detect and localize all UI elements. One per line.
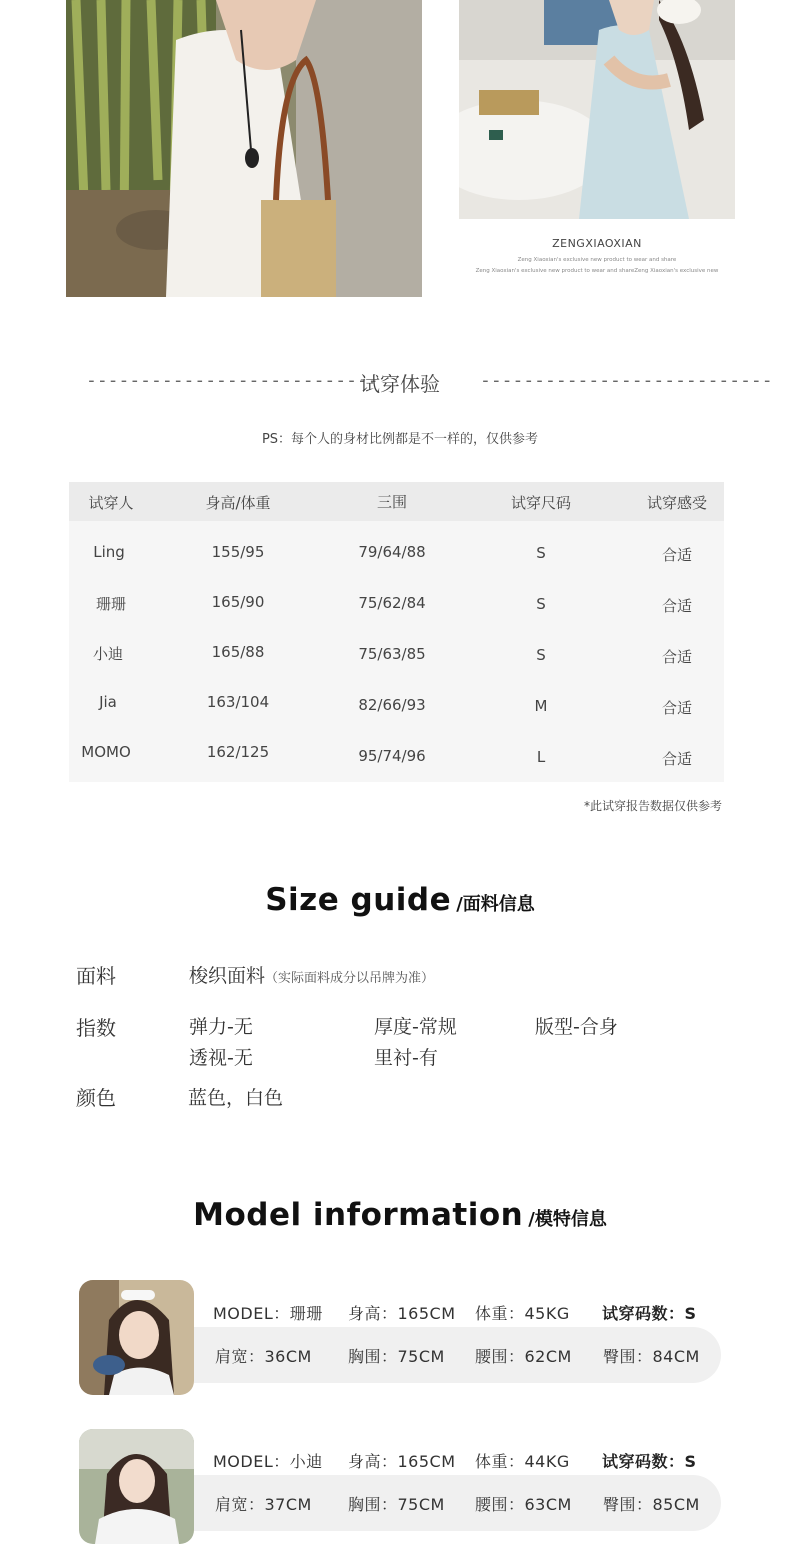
- table-cell: 163/104: [206, 693, 270, 711]
- table-cell: 95/74/96: [358, 747, 426, 765]
- model-1-bust: 胸围：75CM: [348, 1347, 445, 1366]
- model-2-height: 身高：165CM: [348, 1452, 456, 1471]
- trial-ps-note: PS：每个人的身材比例都是不一样的，仅供参考: [261, 432, 539, 447]
- header-size: 试穿尺码: [510, 494, 571, 512]
- index-label: 指数: [76, 1016, 116, 1040]
- size-guide-subtitle: /面料信息: [456, 894, 535, 915]
- divider-right: ---------------------------: [480, 370, 773, 391]
- model-1-size-wrap: [602, 1301, 697, 1324]
- model-2-size-wrap: [602, 1449, 697, 1472]
- table-cell: 合适: [661, 699, 692, 717]
- model-2-weight: 体重：44KG: [475, 1452, 570, 1471]
- fabric-label: 面料: [76, 964, 116, 988]
- model-1-hip: 臀围：84CM: [603, 1347, 700, 1366]
- header-feeling: 试穿感受: [646, 494, 707, 512]
- header-height-weight: 身高/体重: [205, 494, 271, 512]
- table-cell: 82/66/93: [358, 696, 426, 714]
- table-cell: 合适: [661, 648, 692, 666]
- brand-name: ZENGXIAOXIAN: [552, 237, 642, 250]
- model-2-waist: 腰围：63CM: [475, 1495, 572, 1514]
- fit-value: 版型-合身: [535, 1016, 618, 1038]
- model-1-name: MODEL：珊珊: [213, 1304, 323, 1323]
- brand-tagline-repeat: Zeng Xiaoxian's exclusive new product to wear and shareZeng Xiaoxian's exclusive new: [475, 268, 719, 274]
- model-info-title: Model information: [193, 1197, 524, 1233]
- table-cell: 79/64/88: [358, 543, 426, 561]
- trial-title: 试穿体验: [360, 372, 440, 396]
- table-cell: L: [536, 748, 546, 766]
- header-tester: 试穿人: [88, 494, 134, 512]
- fabric-value-row: [189, 961, 434, 988]
- color-value: 蓝色，白色: [188, 1087, 284, 1109]
- trial-disclaimer: *此试穿报告数据仅供参考: [583, 799, 722, 813]
- trial-table: [69, 482, 724, 782]
- color-label: 颜色: [76, 1086, 116, 1110]
- fabric-note: （实际面料成分以吊牌为准）: [265, 971, 435, 986]
- table-cell: 合适: [661, 750, 692, 768]
- lining-value: 里衬-有: [374, 1047, 438, 1069]
- fabric-value: 梭织面料: [189, 965, 266, 987]
- table-cell: 珊珊: [95, 595, 126, 613]
- transparency-value: 透视-无: [189, 1047, 253, 1069]
- elasticity-value: 弹力-无: [189, 1016, 253, 1038]
- brand-tagline: Zeng Xiaoxian's exclusive new product to wear and share: [517, 257, 677, 263]
- model-1-avatar: [79, 1280, 194, 1395]
- header-measurements: 三围: [376, 493, 407, 511]
- table-cell: 165/90: [211, 593, 265, 611]
- table-cell: S: [536, 646, 546, 664]
- table-cell: M: [534, 697, 548, 715]
- table-cell: 75/62/84: [358, 594, 426, 612]
- divider-left: ---------------------------: [86, 370, 379, 391]
- model-info-subtitle: /模特信息: [528, 1209, 607, 1230]
- thickness-value: 厚度-常规: [374, 1016, 457, 1038]
- table-cell: 75/63/85: [358, 645, 426, 663]
- model-2-bust: 胸围：75CM: [348, 1495, 445, 1514]
- model-1-weight: 体重：45KG: [475, 1304, 570, 1323]
- product-photo-bamboo: [66, 0, 422, 297]
- model-1-height: 身高：165CM: [348, 1304, 456, 1323]
- table-cell: Ling: [93, 543, 125, 561]
- size-guide-heading: [0, 882, 800, 918]
- table-cell: S: [536, 544, 546, 562]
- table-cell: 合适: [661, 597, 692, 615]
- table-cell: 162/125: [206, 743, 270, 761]
- model-2-size: 试穿码数：S: [602, 1452, 697, 1471]
- table-cell: 155/95: [211, 543, 265, 561]
- model-1-waist: 腰围：62CM: [475, 1347, 572, 1366]
- table-cell: 165/88: [211, 643, 265, 661]
- size-guide-title: Size guide: [265, 882, 452, 918]
- table-cell: 小迪: [92, 645, 123, 663]
- table-cell: 合适: [661, 546, 692, 564]
- model-1-size: 试穿码数：S: [602, 1304, 697, 1323]
- model-2-name: MODEL：小迪: [213, 1452, 323, 1471]
- table-cell: Jia: [99, 693, 117, 711]
- model-2-avatar: [79, 1429, 194, 1544]
- model-2-shoulder: 肩宽：37CM: [215, 1495, 312, 1514]
- model-1-shoulder: 肩宽：36CM: [215, 1347, 312, 1366]
- model-2-hip: 臀围：85CM: [603, 1495, 700, 1514]
- table-cell: MOMO: [81, 743, 131, 761]
- product-photo-interior: [459, 0, 735, 219]
- table-cell: S: [536, 595, 546, 613]
- model-info-heading: [0, 1197, 800, 1233]
